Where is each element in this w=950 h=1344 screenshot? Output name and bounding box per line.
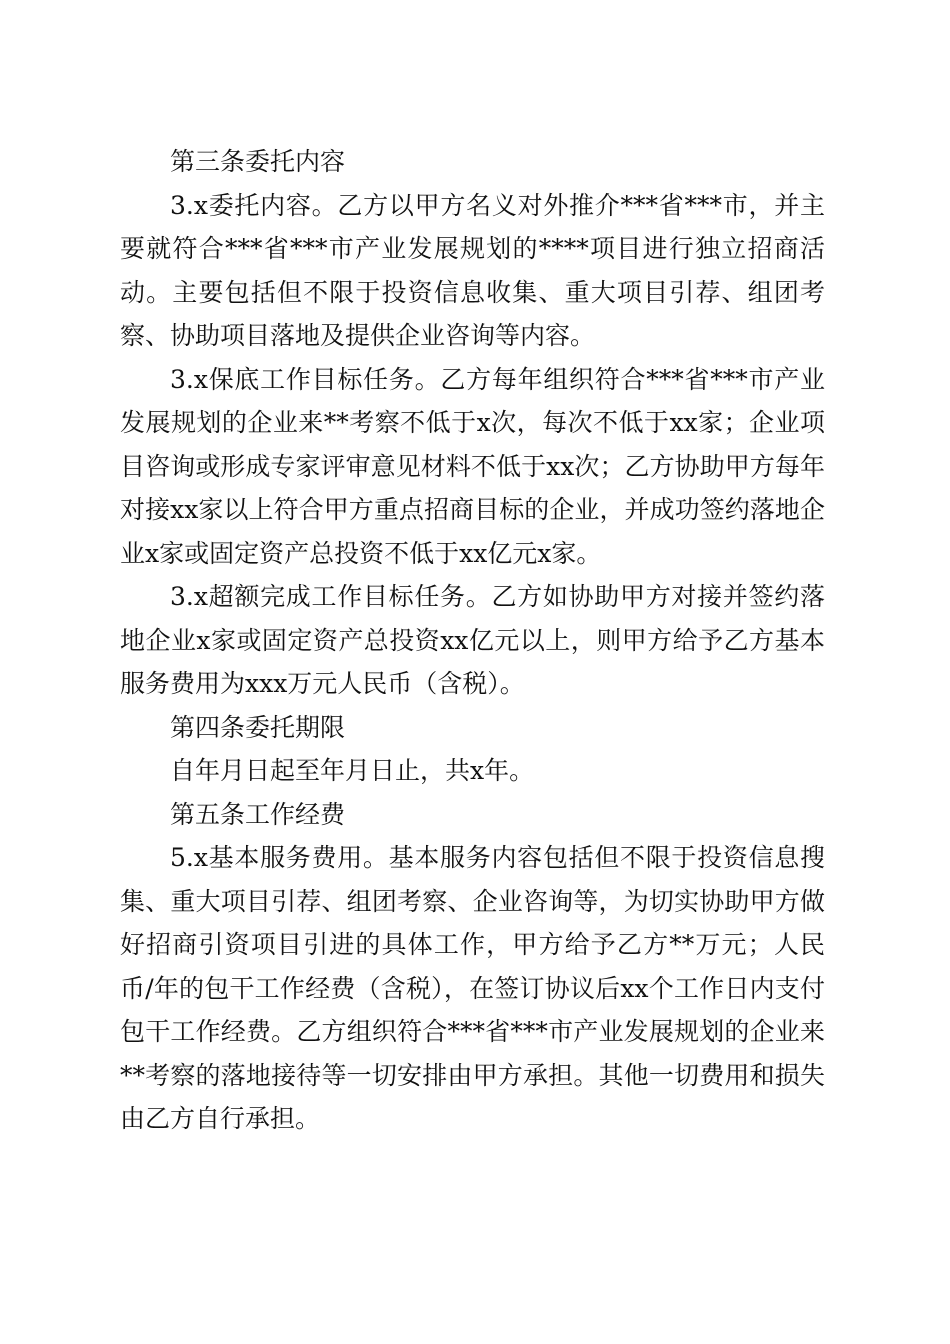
section3-paragraph-1: 3.x委托内容。乙方以甲方名义对外推介***省***市，并主要就符合***省***市产业发展规划的****项目进行独立招商活动。主要包括但不限于投资信息收集、重大项目引荐、组团考察、协助项目落地及提供企业咨询等内容。 <box>120 190 825 350</box>
section5-paragraph-1: 5.x基本服务费用。基本服务内容包括但不限于投资信息搜集、重大项目引荐、组团考察、企业咨询等，为切实协助甲方做好招商引资项目引进的具体工作，甲方给予乙方**万元；人民币/年的包干工作经费（含税），在签订协议后xx个工作日内支付包干工作经费。乙方组织符合***省***市产业发展规划的企业来**考察的落地接待等一切安排由甲方承担。其他一切费用和损失由乙方自行承担。 <box>120 843 825 1133</box>
section3-heading: 第三条委托内容 <box>170 147 346 176</box>
section5-heading: 第五条工作经费 <box>170 799 346 829</box>
section4-heading: 第四条委托期限 <box>170 712 346 742</box>
section3-paragraph-2: 3.x保底工作目标任务。乙方每年组织符合***省***市产业发展规划的企业来**考察不低于x次，每次不低于xx家；企业项目咨询或形成专家评审意见材料不低于xx次；乙方协助甲方每年对接xx家以上符合甲方重点招商目标的企业，并成功签约落地企业x家或固定资产总投资不低于xx亿元x家。 <box>120 364 825 568</box>
document-body <box>120 140 825 1141</box>
section3-paragraph-3: 3.x超额完成工作目标任务。乙方如协助甲方对接并签约落地企业x家或固定资产总投资xx亿元以上，则甲方给予乙方基本服务费用为xxx万元人民币（含税）。 <box>120 582 825 698</box>
section4-paragraph-1: 自年月日起至年月日止，共x年。 <box>170 756 535 785</box>
